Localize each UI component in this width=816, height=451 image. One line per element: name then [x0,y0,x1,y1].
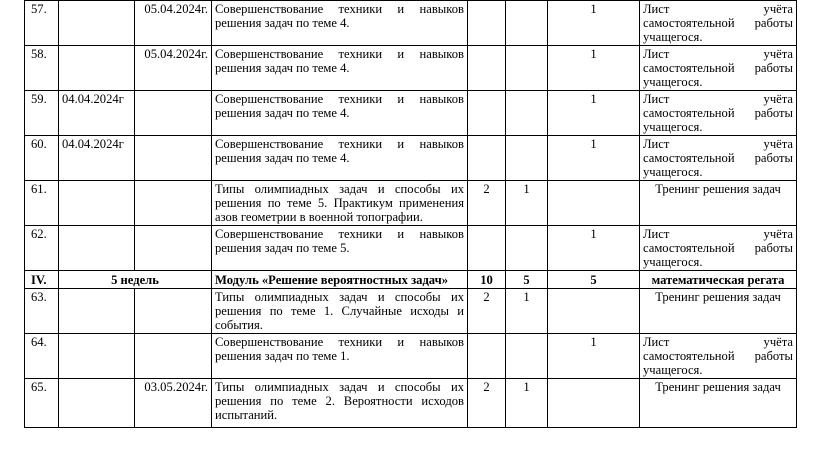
row-number-cell: 57. [25,1,59,46]
hours-practice-cell: 5 [548,271,640,289]
control-word: Лист [643,227,670,241]
control-form-cell: Тренинг решения задач [640,181,797,226]
table-row [25,289,797,334]
control-form-cell [640,226,797,271]
control-line [643,137,793,151]
topic-cell: Модуль «Решение вероятностных задач» [212,271,468,289]
hours-total-cell: 10 [468,271,506,289]
hours-theory-cell [506,334,548,379]
hours-practice-cell: 1 [548,91,640,136]
control-form-cell [640,136,797,181]
hours-total-cell: 2 [468,181,506,226]
control-form-cell [640,1,797,46]
date-fact-cell: 03.05.2024г. [135,379,212,428]
control-line: учащегося. [643,75,703,90]
hours-theory-cell: 5 [506,271,548,289]
row-number-cell: 61. [25,181,59,226]
date-plan-cell [59,181,135,226]
control-line [643,2,793,16]
topic-cell: Совершенствование техники и навыков решения задач по теме 4. [212,1,468,46]
hours-total-cell [468,334,506,379]
control-line: учащегося. [643,30,703,45]
hours-theory-cell [506,1,548,46]
control-line: учащегося. [643,363,703,378]
table-row [25,91,797,136]
table-row [25,1,797,46]
date-fact-cell [135,226,212,271]
hours-theory-cell: 1 [506,379,548,428]
topic-cell: Совершенствование техники и навыков решения задач по теме 4. [212,46,468,91]
control-line [643,61,793,75]
hours-practice-cell: 1 [548,46,640,91]
hours-total-cell: 2 [468,289,506,334]
date-plan-cell [59,289,135,334]
table-row [25,226,797,271]
hours-total-cell [468,226,506,271]
row-number-cell: 58. [25,46,59,91]
row-number-cell: 62. [25,226,59,271]
lesson-plan-sheet [24,0,796,428]
hours-theory-cell [506,226,548,271]
control-word: работы [754,106,793,121]
control-word: работы [754,61,793,76]
control-word: Лист [643,92,670,106]
date-fact-cell: 05.04.2024г. [135,1,212,46]
date-fact-cell [135,181,212,226]
date-plan-cell [59,334,135,379]
control-line [643,349,793,363]
control-word: самостоятельной [643,241,735,256]
control-word: учёта [763,92,793,106]
row-number-cell: 63. [25,289,59,334]
row-number-cell: 64. [25,334,59,379]
control-word: учёта [763,47,793,61]
control-form-cell: Тренинг решения задач [640,379,797,428]
hours-theory-cell: 1 [506,289,548,334]
hours-practice-cell [548,181,640,226]
control-line [643,92,793,106]
hours-theory-cell [506,136,548,181]
hours-practice-cell [548,289,640,334]
control-word: Лист [643,137,670,151]
control-line [643,106,793,120]
table-row [25,46,797,91]
hours-total-cell [468,136,506,181]
control-word: работы [754,151,793,166]
weeks-cell: 5 недель [59,271,212,289]
hours-theory-cell [506,46,548,91]
date-plan-cell: 04.04.2024г [59,91,135,136]
control-line: учащегося. [643,255,703,270]
date-fact-cell [135,136,212,181]
topic-cell: Типы олимпиадных задач и способы их решения по теме 1. Случайные исходы и события. [212,289,468,334]
date-plan-cell: 04.04.2024г [59,136,135,181]
module-row [25,271,797,289]
control-line [643,227,793,241]
hours-practice-cell: 1 [548,334,640,379]
control-word: самостоятельной [643,349,735,364]
row-number-cell: 65. [25,379,59,428]
date-fact-cell [135,91,212,136]
control-form-cell: математическая регата [640,271,797,289]
control-word: самостоятельной [643,151,735,166]
date-plan-cell [59,46,135,91]
control-line [643,151,793,165]
hours-total-cell [468,91,506,136]
control-word: Лист [643,47,670,61]
control-word: работы [754,241,793,256]
date-fact-cell: 05.04.2024г. [135,46,212,91]
topic-cell: Совершенствование техники и навыков решения задач по теме 4. [212,136,468,181]
date-plan-cell [59,1,135,46]
control-word: самостоятельной [643,16,735,31]
hours-practice-cell: 1 [548,136,640,181]
topic-cell: Типы олимпиадных задач и способы их решения по теме 5. Практикум применения азов геометрии в военной топографии. [212,181,468,226]
table-row [25,181,797,226]
control-form-cell [640,334,797,379]
topic-cell: Совершенствование техники и навыков решения задач по теме 1. [212,334,468,379]
control-form-cell [640,46,797,91]
control-form-cell: Тренинг решения задач [640,289,797,334]
topic-cell: Типы олимпиадных задач и способы их решения по теме 2. Вероятности исходов испытаний. [212,379,468,428]
hours-practice-cell: 1 [548,1,640,46]
control-word: Лист [643,335,670,349]
control-word: учёта [763,227,793,241]
hours-theory-cell [506,91,548,136]
topic-cell: Совершенствование техники и навыков решения задач по теме 4. [212,91,468,136]
control-word: самостоятельной [643,61,735,76]
control-line: учащегося. [643,165,703,180]
hours-total-cell: 2 [468,379,506,428]
date-plan-cell [59,379,135,428]
control-word: работы [754,349,793,364]
topic-cell: Совершенствование техники и навыков решения задач по теме 5. [212,226,468,271]
control-line [643,335,793,349]
control-word: учёта [763,137,793,151]
control-word: учёта [763,2,793,16]
control-word: учёта [763,335,793,349]
lesson-plan-table [24,0,797,428]
control-word: работы [754,16,793,31]
hours-total-cell [468,46,506,91]
row-number-cell: IV. [25,271,59,289]
control-word: Лист [643,2,670,16]
hours-practice-cell [548,379,640,428]
table-row [25,136,797,181]
table-row [25,379,797,428]
hours-total-cell [468,1,506,46]
hours-theory-cell: 1 [506,181,548,226]
date-fact-cell [135,289,212,334]
table-row [25,334,797,379]
row-number-cell: 60. [25,136,59,181]
control-line [643,47,793,61]
control-form-cell [640,91,797,136]
control-line [643,241,793,255]
date-plan-cell [59,226,135,271]
control-line: учащегося. [643,120,703,135]
control-word: самостоятельной [643,106,735,121]
hours-practice-cell: 1 [548,226,640,271]
control-line [643,16,793,30]
row-number-cell: 59. [25,91,59,136]
date-fact-cell [135,334,212,379]
